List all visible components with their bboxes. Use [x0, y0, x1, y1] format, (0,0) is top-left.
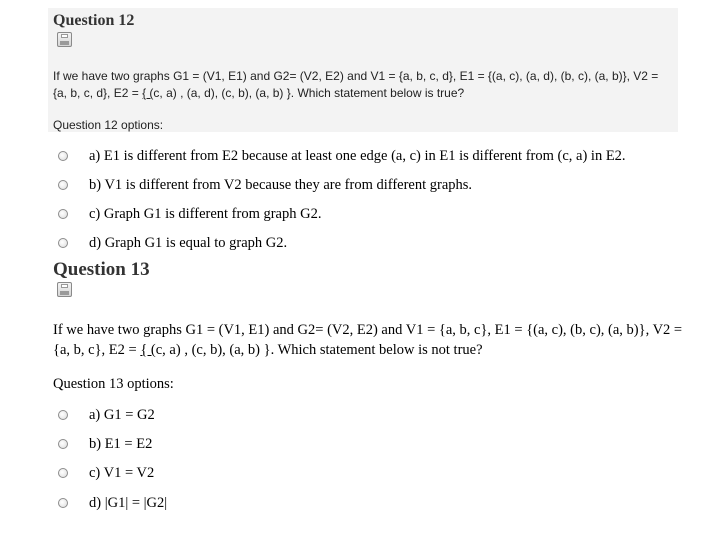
question-13-text-underlined: { ( — [140, 342, 156, 358]
question-12-text-part-1: If we have two graphs G1 = (V1, E1) and G2= (V2, E2) and V1 = {a, b, c, d}, E1 = {(a, c), (a, d), (b, c), (a, b)}, V2 = {a, b, c, d}, E2 = — [53, 69, 659, 100]
question-13-options-label: Question 13 options: — [53, 376, 174, 392]
question-12-option-d[interactable] — [58, 233, 287, 253]
option-label: b) V1 is different from V2 because they are from different graphs. — [89, 176, 473, 193]
save-icon[interactable] — [57, 32, 72, 47]
option-label: c) V1 = V2 — [89, 464, 155, 481]
radio-button[interactable] — [58, 151, 68, 161]
question-12-option-c[interactable] — [58, 204, 321, 224]
option-label: c) Graph G1 is different from graph G2. — [89, 205, 322, 222]
option-label: a) G1 = G2 — [89, 406, 155, 423]
question-13-text-part-1: If we have two graphs G1 = (V1, E1) and G2= (V2, E2) and V1 = {a, b, c}, E1 = {(a, c), (b, c), (a, b)}, V2 = {a, b, c}, E2 = — [53, 322, 683, 358]
question-12-options-label: Question 12 options: — [53, 118, 164, 132]
question-13-option-c[interactable] — [58, 463, 154, 483]
option-label: b) E1 = E2 — [89, 435, 153, 452]
question-12-option-b[interactable] — [58, 175, 472, 195]
option-label: d) |G1| = |G2| — [89, 494, 168, 511]
radio-button[interactable] — [58, 238, 68, 248]
question-13-title: Question 13 — [53, 259, 150, 280]
question-13-text-part-2: c, a) , (c, b), (a, b) }. Which statement below is not true? — [155, 342, 483, 358]
radio-button[interactable] — [58, 410, 68, 420]
question-12-text-underlined: { ( — [142, 86, 154, 100]
question-13-option-b[interactable] — [58, 434, 152, 454]
question-13-option-d[interactable] — [58, 493, 167, 513]
radio-button[interactable] — [58, 209, 68, 219]
radio-button[interactable] — [58, 468, 68, 478]
question-12-option-a[interactable] — [58, 146, 626, 166]
question-13-text — [53, 320, 693, 360]
radio-button[interactable] — [58, 498, 68, 508]
radio-button[interactable] — [58, 439, 68, 449]
question-12-text — [53, 68, 673, 102]
save-icon[interactable] — [57, 282, 72, 297]
option-label: a) E1 is different from E2 because at least one edge (a, c) in E1 is different from (c, a) in E2. — [89, 147, 626, 164]
question-12-title: Question 12 — [53, 12, 135, 29]
question-12-text-part-2: c, a) , (a, d), (c, b), (a, b) }. Which statement below is true? — [153, 86, 465, 100]
radio-button[interactable] — [58, 180, 68, 190]
question-13-option-a[interactable] — [58, 405, 155, 425]
option-label: d) Graph G1 is equal to graph G2. — [89, 234, 288, 251]
